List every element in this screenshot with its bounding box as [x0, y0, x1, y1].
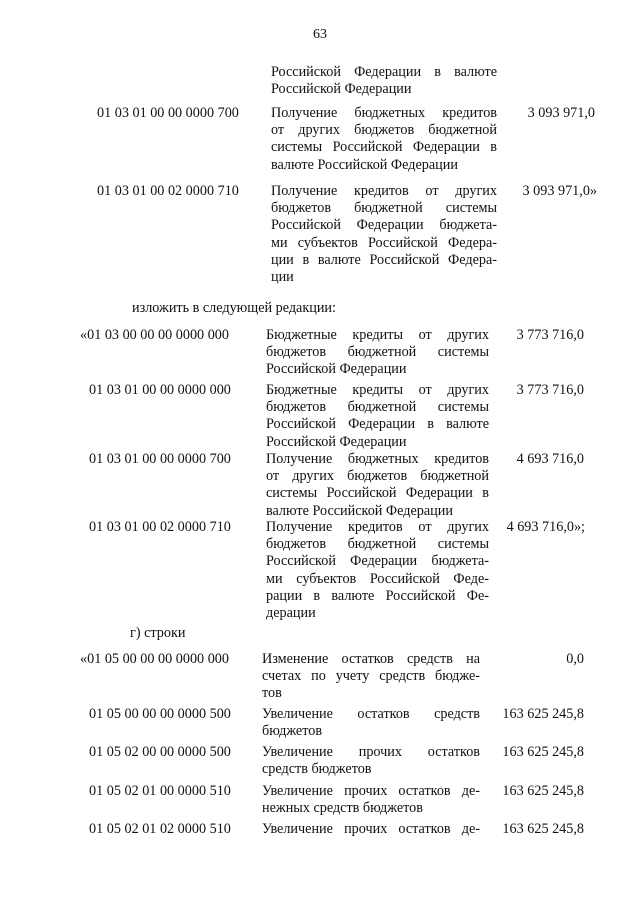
row-description	[266, 451, 489, 520]
amount: 4 693 716,0»;	[506, 519, 585, 535]
amount: 163 625 245,8	[502, 783, 584, 799]
amount: 163 625 245,8	[502, 706, 584, 722]
budget-code: 01 03 01 00 00 0000 000	[89, 382, 231, 398]
description-line: дерации	[266, 604, 316, 621]
row-description	[271, 183, 497, 286]
budget-code: 01 05 02 01 02 0000 510	[89, 821, 231, 837]
budget-code: «01 05 00 00 00 0000 000	[80, 651, 229, 667]
description-line: Российской Федерации бюджета-	[271, 217, 497, 234]
description-line: Увеличение остатков средств	[262, 706, 480, 722]
amount: 3 093 971,0	[527, 105, 595, 121]
description-line: ции	[271, 268, 294, 285]
description-line: бюджетов бюджетной системы	[266, 344, 489, 361]
description-line: Российской Федерации	[266, 361, 407, 378]
description-line: бюджетов бюджетной системы	[271, 200, 497, 217]
budget-code: 01 03 01 00 02 0000 710	[97, 183, 239, 199]
paragraph-text: изложить в следующей редакции:	[132, 300, 336, 316]
description-line: Бюджетные кредиты от других	[266, 382, 489, 398]
amount: 0,0	[566, 651, 584, 667]
description-line: Изменение остатков средств на	[262, 651, 480, 667]
row-description	[262, 821, 480, 838]
budget-code: 01 03 01 00 00 0000 700	[97, 105, 239, 121]
row-description	[266, 519, 489, 622]
description-line: ми субъектов Российской Федера-	[271, 234, 497, 251]
description-line: бюджетов	[262, 723, 323, 740]
description-line: Российской Федерации	[271, 81, 412, 98]
description-line: Российской Федерации в валюте	[266, 416, 489, 433]
description-line: средств бюджетов	[262, 761, 372, 778]
row-description	[266, 382, 489, 451]
budget-code: 01 05 00 00 00 0000 500	[89, 706, 231, 722]
row-description	[271, 64, 497, 98]
budget-code: 01 03 01 00 02 0000 710	[89, 519, 231, 535]
row-description	[271, 105, 497, 174]
description-line: бюджетов бюджетной системы	[266, 536, 489, 553]
budget-code: 01 03 01 00 00 0000 700	[89, 451, 231, 467]
description-line: Российской Федерации	[266, 433, 407, 450]
description-line: бюджетов бюджетной системы	[266, 399, 489, 416]
row-description	[262, 651, 480, 703]
description-line: Получение кредитов от других	[266, 519, 489, 535]
description-line: от других бюджетов бюджетной	[266, 468, 489, 485]
amount: 163 625 245,8	[502, 744, 584, 760]
amount: 3 093 971,0»	[522, 183, 597, 199]
description-line: ции в валюте Российской Федера-	[271, 251, 497, 268]
description-line: нежных средств бюджетов	[262, 800, 423, 817]
description-line: Получение бюджетных кредитов	[271, 105, 497, 121]
amount: 4 693 716,0	[516, 451, 584, 467]
description-line: ми субъектов Российской Феде-	[266, 570, 489, 587]
row-description	[262, 744, 480, 778]
paragraph-text: г) строки	[130, 625, 186, 641]
description-line: Бюджетные кредиты от других	[266, 327, 489, 343]
description-line: Увеличение прочих остатков де-	[262, 783, 480, 799]
budget-code: 01 05 02 01 00 0000 510	[89, 783, 231, 799]
budget-code: «01 03 00 00 00 0000 000	[80, 327, 229, 343]
description-line: счетах по учету средств бюдже-	[262, 668, 480, 685]
description-line: Получение бюджетных кредитов	[266, 451, 489, 467]
description-line: системы Российской Федерации в	[271, 139, 497, 156]
budget-code: 01 05 02 00 00 0000 500	[89, 744, 231, 760]
amount: 3 773 716,0	[516, 327, 584, 343]
description-line: Увеличение прочих остатков де-	[262, 821, 480, 837]
description-line: Российской Федерации в валюте	[271, 64, 497, 80]
description-line: Российской Федерации бюджета-	[266, 553, 489, 570]
description-line: тов	[262, 685, 282, 702]
amount: 3 773 716,0	[516, 382, 584, 398]
row-description	[266, 327, 489, 379]
amount: 163 625 245,8	[502, 821, 584, 837]
description-line: от других бюджетов бюджетной	[271, 122, 497, 139]
description-line: Получение кредитов от других	[271, 183, 497, 199]
description-line: системы Российской Федерации в	[266, 485, 489, 502]
row-description	[262, 783, 480, 817]
page-number: 63	[313, 27, 327, 42]
row-description	[262, 706, 480, 740]
description-line: Увеличение прочих остатков	[262, 744, 480, 760]
description-line: рации в валюте Российской Фе-	[266, 587, 489, 604]
description-line: валюте Российской Федерации	[271, 156, 458, 173]
description-line: валюте Российской Федерации	[266, 502, 453, 519]
